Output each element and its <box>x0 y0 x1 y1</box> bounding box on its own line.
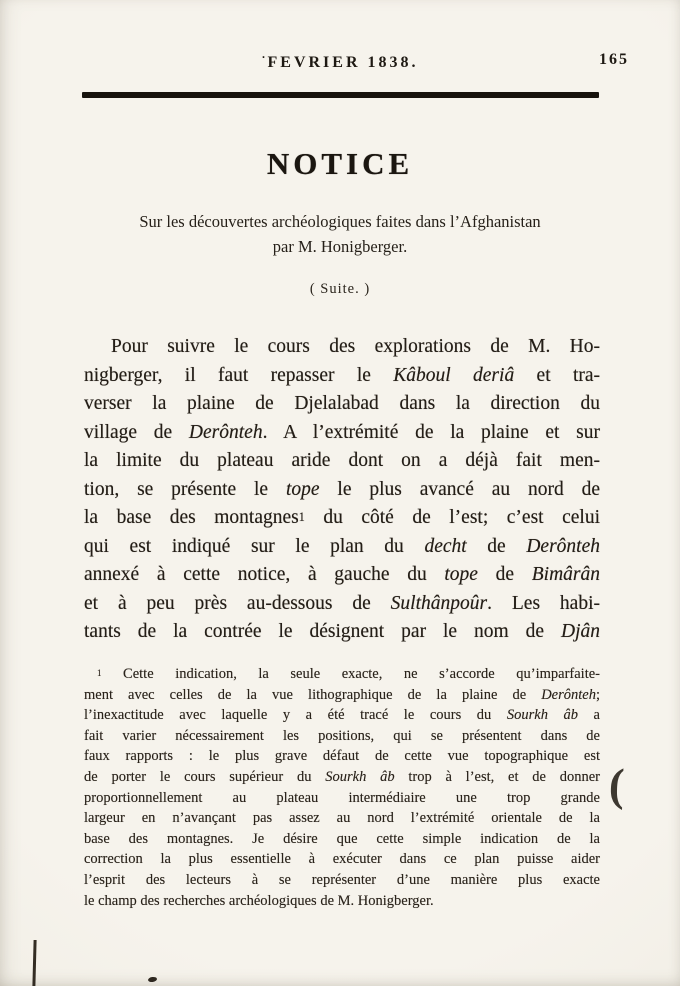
subtitle-line-1: Sur les découvertes archéologiques faites dans l’Afghanistan <box>139 212 541 231</box>
text-line: et à peu près au-dessous de Sulthânpoûr. Les habi- <box>84 592 600 614</box>
text-line: village de Derônteh. A l’extrémité de la plaine et sur <box>84 421 601 443</box>
text-line: base des montagnes. Je désire que cette simple indication de la <box>84 830 600 847</box>
text-line: verser la plaine de Djelalabad dans la direction du <box>84 393 600 414</box>
running-title: FEVRIER 1838. <box>267 54 419 71</box>
text-line: faux rapports : le plus grave défaut de cette vue topographique est <box>84 748 600 765</box>
text-line: le champ des recherches archéologiques de M. Honigberger. <box>84 892 434 909</box>
suite-note: ( Suite. ) <box>309 281 371 297</box>
text-line: de porter le cours supérieur du Sourkh âb trop à l’est, et de donner <box>84 768 600 785</box>
text-line: $^1$ Cette indication, la seule exacte, ne s’accorde qu’imparfaite- <box>97 666 600 682</box>
ink-speck-artifact <box>148 976 158 982</box>
text-line: l’inexactitude avec laquelle y a été tracé le cours du Sourkh âb a <box>84 707 600 724</box>
text-line: Pour suivre le cours des explorations de M. Ho- <box>111 336 600 357</box>
subtitle-line-2: par M. Honigberger. <box>272 237 408 256</box>
ink-mark: · <box>261 50 266 64</box>
text-line: annexé à cette notice, à gauche du tope de Bimârân <box>84 564 601 585</box>
ink-artifact-paren: ( <box>607 758 625 811</box>
text-line: correction la plus essentielle à exécuter dans ce plan puisse aider <box>84 851 600 868</box>
article-title: NOTICE <box>266 146 414 181</box>
body-paragraph <box>84 333 600 647</box>
text-line: la limite du plateau aride dont on a déjà fait men- <box>84 450 600 471</box>
text-line: largeur en n’avançant pas assez au nord l’extrémité orientale de la <box>84 810 600 827</box>
text-line: proportionnellement au plateau intermédiaire une trop grande <box>84 789 600 806</box>
footnote <box>84 664 600 911</box>
page-number: 165 <box>599 51 629 68</box>
text-line: fait varier nécessairement les positions, qui se présentent dans de <box>84 727 600 744</box>
article-subtitle <box>60 209 620 259</box>
text-line: nigberger, il faut repasser le Kâboul deriâ et tra- <box>84 364 601 386</box>
text-line: tants de la contrée le désignent par le nom de Djân <box>84 621 600 642</box>
text-line: l’esprit des lecteurs à se représenter d’une manière plus exacte <box>84 871 600 888</box>
page-header <box>0 50 680 72</box>
scan-edge-artifact <box>32 940 36 986</box>
header-rule <box>82 92 599 98</box>
text-line: ment avec celles de la vue lithographique de la plaine de Derônteh; <box>84 686 600 703</box>
text-line: qui est indiqué sur le plan du decht de Derônteh <box>84 535 600 557</box>
text-line: la base des montagnes$^1$ du côté de l’est; c’est celui <box>84 507 600 528</box>
text-line: tion, se présente le tope le plus avancé au nord de <box>84 478 600 500</box>
